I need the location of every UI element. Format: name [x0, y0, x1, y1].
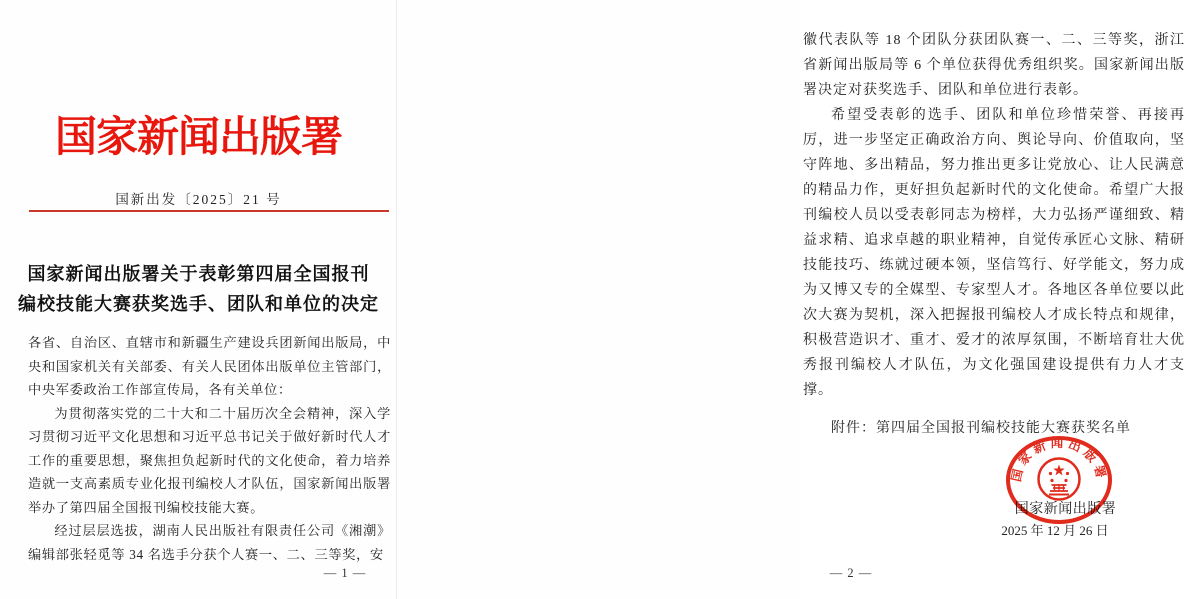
- page2-body: [803, 28, 1185, 441]
- agency-header-title: 国家新闻出版署: [54, 115, 342, 161]
- document-title: [0, 259, 397, 319]
- title-line-2: 编校技能大赛获奖选手、团队和单位的决定: [18, 294, 379, 314]
- national-emblem-icon: [1039, 459, 1080, 500]
- body-paragraph: 希望受表彰的选手、团队和单位珍惜荣誉、再接再厉，进一步坚定正确政治方向、舆论导向、价值取向，坚守阵地、多出精品，努力推出更多让党放心、让人民满意的精品力作，更好担负起新时代的文化使命。希望广大报刊编校人员以受表彰同志为榜样，大力弘扬严谨细致、精益求精、追求卓越的职业精神，自觉传承匠心文脉、精研技能技巧、练就过硬本领，坚信笃行、好学能文，努力成为又博又专的全媒型、专家型人才。各地区各单位要以此次大赛为契机，深入把握报刊编校人才成长特点和规律，积极营造识才、重才、爱才的浓厚氛围，不断培育壮大优秀报刊编校人才队伍，为文化强国建设提供有力人才支撑。: [803, 108, 1185, 398]
- page1-body: [28, 331, 391, 566]
- big-star-icon: [1053, 465, 1064, 476]
- page-number-2: — 2 —: [829, 566, 873, 580]
- body-paragraph: 经过层层选拔，湖南人民出版社有限责任公司《湘潮》编辑部张轻觅等 34 名选手分获个人赛一、二、三等奖，安: [28, 523, 391, 562]
- page-1: [0, 0, 397, 599]
- document-number: 国新出发〔2025〕21 号: [115, 192, 282, 207]
- gate-icon: [1049, 485, 1069, 495]
- issuer-name: 国家新闻出版署: [1014, 502, 1117, 517]
- addressee-paragraph: 各省、自治区、直辖市和新疆生产建设兵团新闻出版局，中央和国家机关有关部委、有关人民团体出版单位主管部门，中央军委政治工作部宣传局，各有关单位：: [28, 335, 391, 397]
- seal-arc-text: 国家新闻出版署: [1009, 436, 1109, 484]
- body-paragraph: 为贯彻落实党的二十大和二十届历次全会精神，深入学习贯彻习近平文化思想和习近平总书记关于做好新时代人才工作的重要思想，聚焦担负起新时代的文化使命，着力培养造就一支高素质专业化报刊编校人才队伍，国家新闻出版署举办了第四届全国报刊编校技能大赛。: [28, 405, 391, 515]
- page-divider: [396, 0, 397, 599]
- red-divider-rule: [29, 210, 389, 212]
- page-2: [398, 0, 1185, 599]
- issue-date: 2025 年 12 月 26 日: [1001, 523, 1109, 538]
- attachment-line: 附件：第四届全国报刊编校技能大赛获奖名单: [831, 421, 1131, 436]
- body-paragraph-continued: 徽代表队等 18 个团队分获团队赛一、二、三等奖，浙江省新闻出版局等 6 个单位获得优秀组织奖。国家新闻出版署决定对获奖选手、团队和单位进行表彰。: [803, 33, 1185, 98]
- page-number-1: — 1 —: [323, 566, 367, 580]
- title-line-1: 国家新闻出版署关于表彰第四届全国报刊: [27, 264, 370, 284]
- official-seal: [1004, 434, 1114, 526]
